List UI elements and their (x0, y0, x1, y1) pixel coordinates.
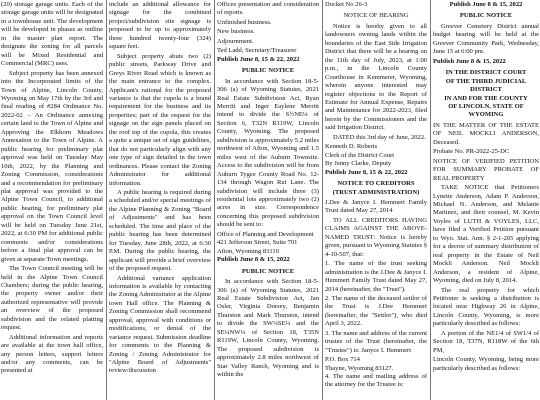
notice-paragraph: In accordance with Section 18-5-306 (a) of Wyoming Statutes, 2021 Real Estate Subdivision Act, Ryan Merritt and Inger Eaylene Merritt intend to divide the S½NE¼ of Section 6, T32N R119W, Lincoln County, Wyoming. The proposed subdivision is approximately 5.2 miles northwest of Afton, Wyoming and 1.5 miles west of the Auburn Townsite. Access to the subdivision will be from Auburn Tygee County Road No. 12-134 through Wagon Rut Lane. The subdivision will include three (3) residential lots approximately two (2) acres in size. Correspondence concerning this proposed subdivision should be sent to: (217, 77, 319, 229)
petition-title: NOTICE OF VERIFIED PETITION FOR SUMMARY PROBATE OF REAL PROPERTY (433, 157, 539, 182)
address-line: Thayne, Wyoming 83127. (325, 364, 394, 372)
numbered-item: 4. The name and mailing address of the attorney for the Trustee is: (325, 373, 427, 389)
notice-heading: PUBLIC NOTICE (241, 67, 295, 75)
notice-paragraph: Subject property has been annexed into the Incorporated limits of the Town of Alpine, Lincoln County, Wyoming on May 17th by the 3rd and final reading of #284 Ordinance No. 2022-02 – An Ordinance annexing certain land to the Town of Alpine and Approving the Elkhorn Meadows Annexation to the Town of Alpine. A public hearing for preliminary plat approval was held on Tuesday May 10th, 2022, by the Planning and Zoning Commission, considerations and a recommendation for preliminary plat approval was provided to the Alpine Town Council, to additional public hearing, for preliminary plat approval on the Town Council level will be held on Tuesday June 21st, 2022, at 6:30 PM for additional public comments and/or considerations before a final plat approval can be given at separate Town meetings. (1, 69, 103, 263)
signature-line: Kenneth D. Roberts (325, 143, 378, 151)
agenda-item: Offices presentation and consideration of reports. (217, 1, 319, 17)
agenda-item: Adjournment. (217, 37, 254, 45)
legal-description: Lincoln County, Wyoming, being more particularly described as follows: (433, 356, 539, 372)
publish-dates: Publish June 8 & 15, 2022 (449, 1, 523, 8)
publish-dates: Publish June 8 & 15, 2022 (433, 57, 506, 65)
court-heading-line: DISTRICT (470, 86, 502, 94)
legal-description: A portion of the NE1/4 of SW1/4 of Section 18, T37N, R118W of the 6th PM, (433, 329, 539, 354)
agenda-item: New business. (217, 28, 255, 36)
column-1-annexation-notice (0, 0, 104, 400)
court-heading-line: IN AND FOR THE COUNTY (444, 94, 528, 102)
court-heading-line: OF THE THIRD JUDICIAL (445, 77, 527, 85)
notice-paragraph: (20) storage garage units. Each of the storage garage units will be designated in a townhouse unit. The development will be developed in phases as outline in the master plan report. The designate the zoning for all parcels will be Mixed Residential and Commercial (MRC) uses. (1, 1, 103, 68)
column-2-variance-notice (108, 0, 212, 400)
address-line: P.O. Box 714 (325, 356, 360, 364)
notice-heading: NOTICE TO CREDITORS (TRUST ADMINISTRATION) (332, 180, 420, 196)
court-heading-line: OF LINCOLN, STATE OF (448, 102, 524, 110)
column-divider (430, 0, 431, 400)
signature-line: By Jenny Clarke, Deputy (325, 160, 392, 168)
column-divider (106, 0, 107, 400)
numbered-item: 1. The name of the trust seeking administration is the J.Dee & Janyce I. Hemmert Family Trust dated May 27, 2014 (hereinafter, the "Trust"). (325, 260, 427, 293)
case-caption: IN THE MATTER OF THE ESTATE OF NEIL MOCKLI ANDERSON, Deceased. (433, 121, 539, 146)
column-4-hearing-and-creditors (324, 0, 428, 400)
column-divider (214, 0, 215, 400)
address-line: Office of Planning and Development (217, 230, 314, 238)
notice-paragraph: In accordance with Section 18-5-306 (a) of Wyoming Statutes, 2021 Real Estate Subdivision Act, Jan Osler, Virginia Dorsey, Benjamin Thurston and Mark Thurston, intend to divide the SW¼SE¼ and the SE¼NW¼ of Section 18, T35N R119W, Lincoln County, Wyoming. The proposed subdivision is approximately 2.8 miles northwest of Star Valley Ranch, Wyoming and is within the (217, 278, 319, 379)
notice-paragraph: TO ALL CREDITORS HAVING CLAIMS AGAINST THE ABOVE-NAMED TRUST: Notice is hereby given, pursuant to Wyoming Statutes § 4-10-507, that: (325, 216, 427, 258)
probate-number: Probate No. PR-2022-25-DC (433, 148, 510, 156)
numbered-item: 2. The name of the deceased settlor of the Trust is J.Dee Hemmert (hereinafter, the "Settlor"), who died April 3, 2022. (325, 294, 427, 328)
numbered-item: 3. The name and address of the current trustee of the Trust (hereinafter, the "Trustee") is: Janyce I. Hemmert (325, 329, 427, 354)
publish-dates: Publish June 8, 15 & 22, 2022 (217, 55, 300, 63)
publish-dates: Publish June 8 & 15, 2022 (217, 256, 290, 264)
notice-paragraph: The real property for which Petitioner is seeking a distribution is located near Highway 26 in Alpine, Lincoln County, Wyoming, is more particularly described as follows: (433, 286, 539, 328)
notice-paragraph: Notice is hereby given to all landowners owning lands within the boundaries of the East Side Irrigation District that there will be a hearing on the 11th day of July, 2023, at 1:00 p.m., in the Lincoln County Courthouse in Kemmerer, Wyoming, wherein anyone interested may register objections to the Report of Estimate for Annual Expense, Repairs and Maintenance for 2022-2023, filed herein by the Commissioners and the said Irrigation District. (325, 22, 427, 132)
publish-dates: Publish June 8, 15 & 22, 2022 (325, 168, 408, 176)
notice-heading: PUBLIC NOTICE (459, 12, 513, 20)
notice-paragraph: Additional information and reports are available at the town hall office, any person letters, support letters and/or any comments, can be presented at (1, 333, 103, 375)
notice-paragraph: J.Dee & Janyce I. Hemmert Family Trust dated May 27, 2014 (325, 198, 427, 215)
notice-paragraph: TAKE NOTICE that Petitioners Lynette Anderson, Adam P. Anderson, Michael N. Anderson, and Melanie Martinez, and their counsel, M. Kevin Voyles of LUTH & VOYLES, LLC, have filed a Verified Petition pursuant to Wyo. Stat. Ann. § 2-1-205 applying for a decree of summary distribution of real property in the Estate of Neil Mockli Anderson. Neil Mockli Anderson, a resident of Alpine, Wyoming, died on July 8, 2014. (433, 184, 539, 285)
agenda-item: Unfinished business. (217, 18, 272, 26)
signature-line: Ted Ladd, Secretary/Treasurer (217, 47, 297, 55)
notice-paragraph: The Town Council meeting will be held in the Alpine Town Council Chambers; during the public hearing, the property owner and/or their authorized representative will provide an overview of the proposed subdivision and the related platting request. (1, 265, 103, 332)
signature-line: Clerk of the District Court (325, 151, 395, 159)
notice-paragraph: Greever Cemetery District annual budget hearing will be held at the Greever Community Park, Wednesday, June 15 at 6:00 pm. (433, 22, 539, 56)
notice-paragraph: include an additional allowance for signage for the combined project/subdivision site signage is proposed to be up to approximately three hundred twenty-four (324) square feet. (109, 1, 211, 51)
column-divider (322, 0, 323, 400)
court-heading-line: WYOMING (468, 111, 504, 119)
column-5-cemetery-and-probate (432, 0, 540, 400)
docket-number: Docket No 26-3 (325, 1, 368, 8)
notice-heading: NOTICE OF HEARING (343, 12, 409, 20)
court-heading-line: IN THE DISTRICT COURT (445, 69, 527, 77)
notice-paragraph: Subject property abuts two (2) public streets, Parkway Drive and Greys River Road which is known as the main entrance to the complex. Applicant's rational for the proposed variance is that the cupola is a brand requirement for the business and its properties; part of the request for the signage on the sign panels placed on the roof top of the cupola, this creates a quite a unique set of sign guidelines, that do not particularly align with any one type of sign detailed in the town ordinances. Please contact the Zoning Administrator for additional information. (109, 52, 211, 187)
address-line: Afton, Wyoming 83110 (217, 247, 279, 255)
address-line: 421 Jefferson Street, Suite 701 (217, 239, 298, 247)
notice-paragraph: A public hearing is required during a scheduled and/or special meetings of the Alpine Planning & Zoning "Board of Adjustments" and has been scheduled. The time and place of the public hearing has been determined for Tuesday, June 28th, 2022, at 6:30 P.M. During the public hearing, the applicant will provide a brief overview of the proposed request. (109, 188, 211, 273)
notice-heading: PUBLIC NOTICE (241, 267, 295, 275)
dated-line: DATED this 3rd day of June, 2022. (333, 133, 426, 141)
column-3-subdivision-notices (216, 0, 320, 400)
notice-paragraph: Additional variance application information is available by contacting the Zoning Administrator at the Alpine town Hall office. The Planning & Zoning Commission shall recommend approval, approval with conditions or modifications, or denial of the variance request. Submission deadline for comments to the Planning & Zoning / Zoning Administrator for "Alpine Board of Adjustments" review/discussion (109, 274, 211, 375)
